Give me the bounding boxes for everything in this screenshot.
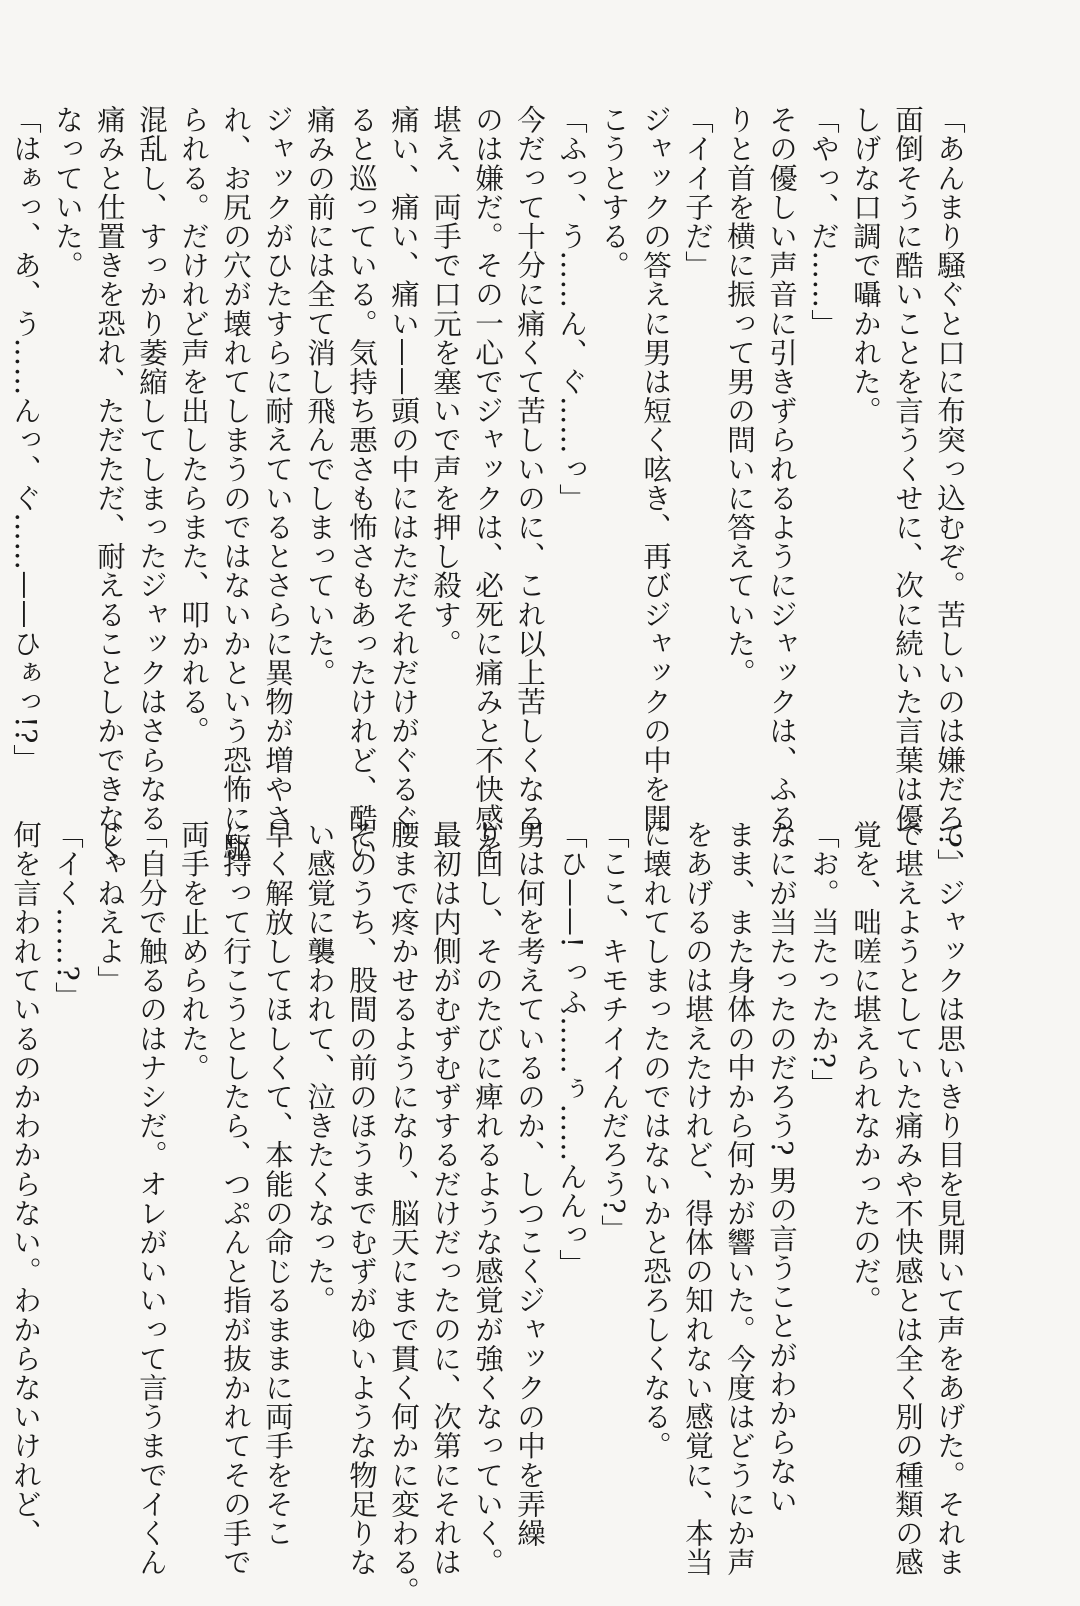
text-line: 混乱し、すっかり萎縮してしまったジャックはさらなる (135, 105, 168, 833)
text-line: 「ここ、キモチイイんだろう?」 (597, 820, 630, 1244)
text-line: まま、また身体の中から何かが響いた。今度はどうにか声 (723, 820, 756, 1577)
text-line: り回し、そのたびに痺れるような感覚が強くなっていく。 (471, 820, 504, 1577)
text-line: 面倒そうに酷いことを言うくせに、次に続いた言葉は優 (891, 105, 924, 833)
text-line: なっていた。 (51, 105, 84, 280)
text-line: 「ふっ、う……ん、ぐ……っ」 (555, 105, 588, 513)
text-line: 痛い、痛い、痛い——頭の中にはただそれだけがぐるぐ (387, 105, 420, 833)
text-line: ジャックの答えに男は短く呟き、再びジャックの中を開 (639, 105, 672, 833)
text-line: れ、お尻の穴が壊れてしまうのではないかという恐怖に駆 (219, 105, 252, 862)
text-line: 「ひ——! っふ……ぅ……んんっ」 (555, 820, 588, 1279)
text-line: に持って行こうとしたら、つぷんと指が抜かれてその手で (219, 820, 252, 1577)
text-line: 「イく……?」 (51, 820, 84, 1011)
text-line: 痛みの前には全て消し飛んでしまっていた。 (303, 105, 336, 687)
text-line: 堪え、両手で口元を塞いで声を押し殺す。 (429, 105, 462, 658)
text-line: じゃねえよ」 (93, 820, 126, 995)
text-line: をあげるのは堪えたけれど、得体の知れない感覚に、本当 (681, 820, 714, 1577)
text-line: 「やっ、だ……」 (807, 105, 840, 338)
text-line: に壊れてしまったのではないかと恐ろしくなる。 (639, 820, 672, 1461)
text-line: 「あんまり騒ぐと口に布突っ込むぞ。苦しいのは嫌だろ?」 (933, 105, 966, 878)
text-line: て、ジャックは思いきり目を見開いて声をあげた。それま (933, 820, 966, 1577)
text-line: 「お。当たったか?」 (807, 820, 840, 1098)
text-line: りと首を横に振って男の問いに答えていた。 (723, 105, 756, 687)
upper-text-block (9, 105, 970, 878)
text-line: 何を言われているのかわからない。わからないけれど、 (9, 820, 42, 1548)
text-line (0, 820, 4, 1540)
text-line: しげな口調で囁かれた。 (849, 105, 882, 426)
text-line: のは嫌だ。その一心でジャックは、必死に痛みと不快感を (471, 105, 504, 862)
text-line: 痛みと仕置きを恐れ、ただただ、耐えることしかできなく (93, 105, 126, 862)
text-line: 「イイ子だ」 (681, 105, 714, 280)
text-line (0, 105, 4, 755)
text-line: ジャックがひたすらに耐えているとさらに異物が増やさ (261, 105, 294, 833)
text-line: 覚を、咄嗟に堪えられなかったのだ。 (849, 820, 882, 1315)
text-line: その優しい声音に引きずられるようにジャックは、ふる (765, 105, 798, 833)
text-line: なにが当たったのだろう? 男の言うことがわからない (765, 820, 798, 1515)
text-line: 早く解放してほしくて、本能の命じるままに両手をそこ (261, 820, 294, 1548)
text-line: そのうち、股間の前のほうまでむずがゆいような物足りな (345, 820, 378, 1577)
text-line: 男は何を考えているのか、しつこくジャックの中を弄繰 (513, 820, 546, 1548)
text-line: で堪えようとしていた痛みや不快感とは全く別の種類の感 (891, 820, 924, 1577)
text-line: 最初は内側がむずむずするだけだったのに、次第にそれは (429, 820, 462, 1577)
text-line: 「自分で触るのはナシだ。オレがいいって言うまでイくん (135, 820, 168, 1577)
text-line: い感覚に襲われて、泣きたくなった。 (303, 820, 336, 1315)
text-line: 両手を止められた。 (177, 820, 210, 1082)
text-line: こうとする。 (597, 105, 630, 280)
text-line: ると巡っている。気持ち悪さも怖さもあったけれど、酷い (345, 105, 378, 862)
text-line: 「はぁっ、あ、う……んっ、ぐ……——ひぁっ!?」 (9, 105, 42, 774)
text-line: 今だって十分に痛くて苦しいのに、これ以上苦しくなる (513, 105, 546, 833)
text-line: られる。だけれど声を出したらまた、叩かれる。 (177, 105, 210, 746)
lower-text-block (9, 820, 970, 1606)
text-line: 腰まで疼かせるようになり、脳天にまで貫く何かに変わる。 (387, 820, 420, 1606)
